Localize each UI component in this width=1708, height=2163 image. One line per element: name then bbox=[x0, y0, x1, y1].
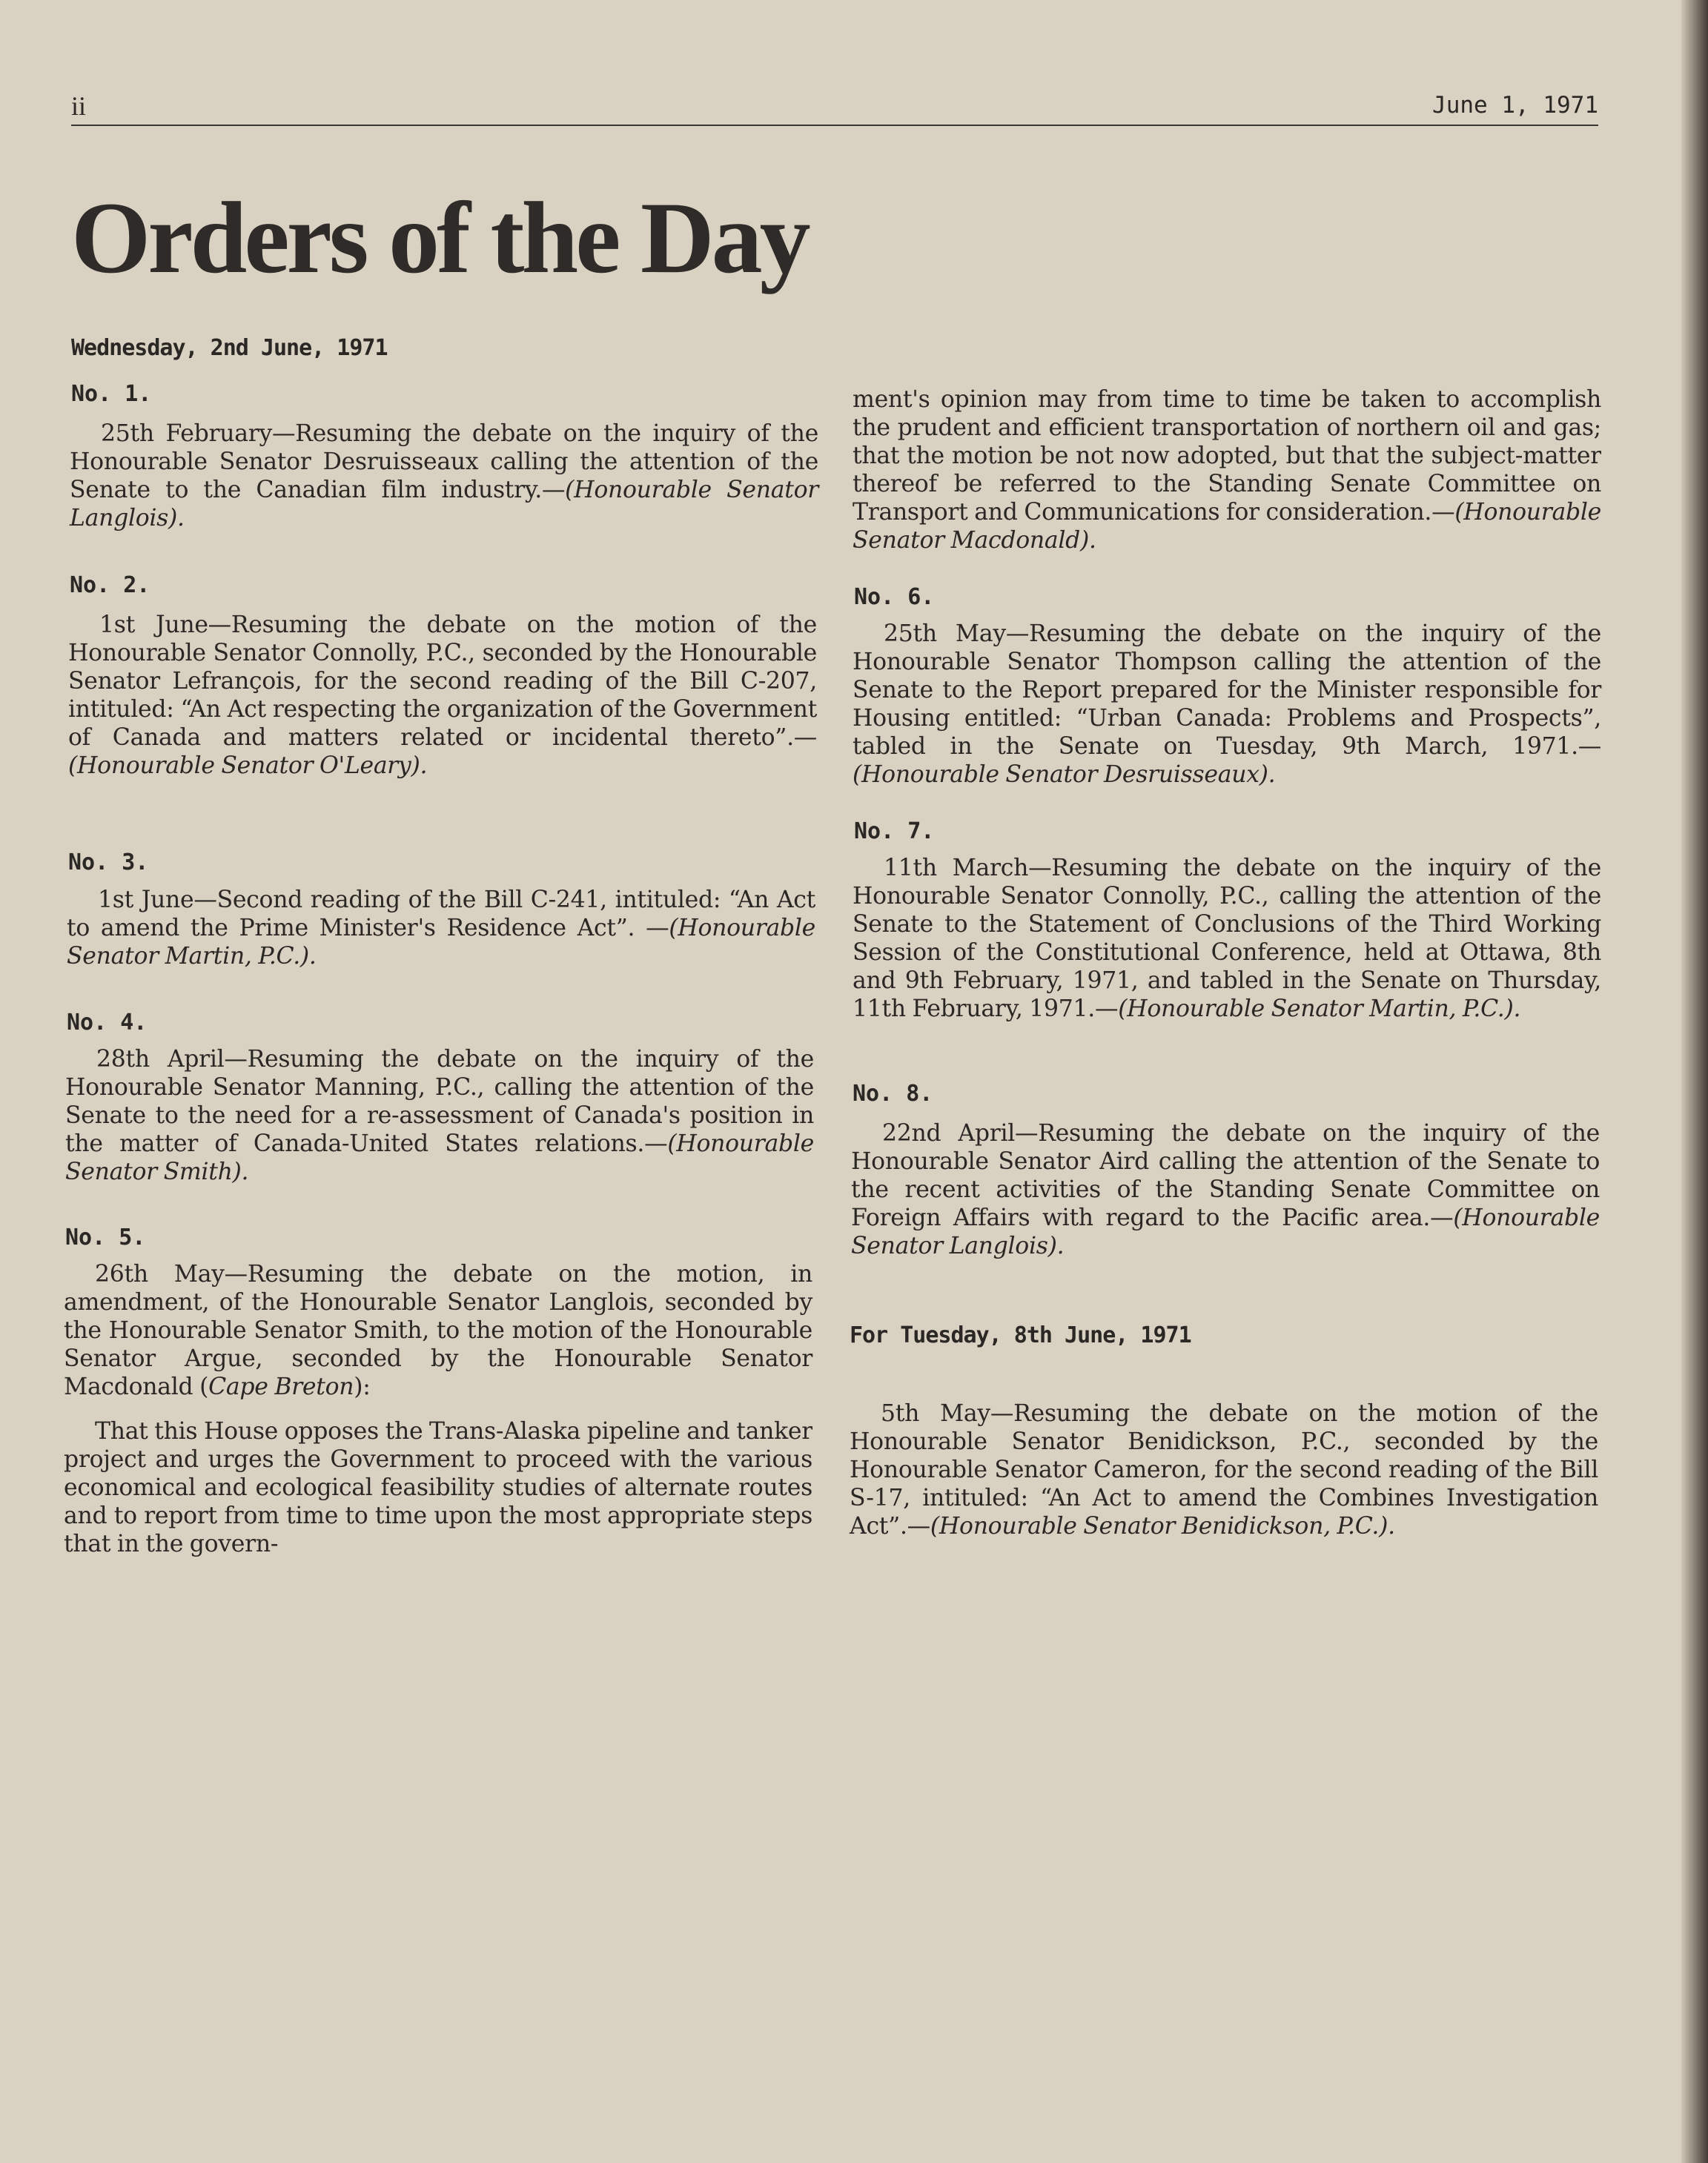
item-text-5 bbox=[64, 1260, 812, 1401]
item-text-9 bbox=[850, 1400, 1598, 1540]
item-text-2 bbox=[68, 611, 817, 780]
item-body-5-end: ): bbox=[354, 1374, 371, 1400]
item-text-3 bbox=[67, 886, 815, 970]
item-body-4: 28th April—Resuming the debate on the inquiry of the Honourable Senator Manning, P.C., calling the attention of the Senate to the need for a re-assessment of Canada's position in the matter of Canada-United States relations.— bbox=[65, 1046, 814, 1157]
item-number-4: No. 4. bbox=[67, 1010, 148, 1036]
item-body-7: 11th March—Resuming the debate on the inquiry of the Honourable Senator Connolly, P.C., calling the attention of the Senate to the Statement of Conclusions of the Third Working Session of the Constitutional Conference, held at Ottawa, 8th and 9th February, 1971, and tabled in the Senate on Thursday, 11th February, 1971.— bbox=[853, 855, 1601, 1022]
page-title: Orders of the Day bbox=[71, 181, 808, 294]
item-body-8: 22nd April—Resuming the debate on the inquiry of the Honourable Senator Aird calling the attention of the Senate to the recent activities of the Standing Senate Committee on Foreign Affairs with regard to the Pacific area.— bbox=[851, 1120, 1600, 1231]
page-header bbox=[71, 87, 1598, 126]
item-text-7 bbox=[853, 854, 1601, 1023]
page-edge-shadow bbox=[1681, 0, 1708, 2163]
item-text-4 bbox=[65, 1045, 814, 1186]
item-body-2: 1st June—Resuming the debate on the motion of the Honourable Senator Connolly, P.C., seconded by the Honourable Senator Lefrançois, for the second reading of the Bill C-207, intituled: “An Act respecting the organization of the Government of Canada and matters related or incidental thereto”.— bbox=[68, 612, 817, 751]
item-body-6: 25th May—Resuming the debate on the inquiry of the Honourable Senator Thompson calling the attention of the Senate to the Report prepared for the Minister responsible for Housing entitled: “Urban Canada: Problems and Prospects”, tabled in the Senate on Tuesday, 9th March, 1971.— bbox=[853, 620, 1601, 760]
item-motion-5-part2 bbox=[853, 385, 1601, 554]
item-number-7: No. 7. bbox=[854, 818, 935, 844]
item-text-1 bbox=[70, 420, 818, 532]
item-motion-5-continued: ment's opinion may from time to time be taken to accomplish the prudent and efficient transportation of northern oil and gas; that the motion be not now adopted, but that the subject-matter thereof be referred to the Standing Senate Committee on Transport and Communications for consideration.— bbox=[853, 386, 1601, 526]
item-sponsor-5: (Honourable Senator Macdonald). bbox=[853, 499, 1601, 554]
item-body-1: 25th February—Resuming the debate on the inquiry of the Honourable Senator Desruisseaux calling the attention of the Senate to the Canadian film industry.— bbox=[70, 420, 818, 503]
item-sponsor-6: (Honourable Senator Desruisseaux). bbox=[853, 761, 1276, 788]
item-number-2: No. 2. bbox=[70, 572, 150, 598]
item-text-6 bbox=[853, 620, 1601, 789]
item-body-9: 5th May—Resuming the debate on the motion of the Honourable Senator Benidickson, P.C., seconded by the Honourable Senator Cameron, for the second reading of the Bill S-17, intituled: “An Act to amend the Combines Investigation Act”.— bbox=[850, 1400, 1598, 1540]
item-number-3: No. 3. bbox=[68, 849, 149, 875]
item-sponsor-9: (Honourable Senator Benidickson, P.C.). bbox=[930, 1513, 1395, 1540]
item-body-5: 26th May—Resuming the debate on the motion, in amendment, of the Honourable Senator Langlois, seconded by the Honourable Senator Smith, to the motion of the Honourable Senator Argue, seconded by the Honourable Senator Macdonald ( bbox=[64, 1261, 812, 1400]
item-number-5: No. 5. bbox=[65, 1225, 146, 1251]
item-body-5-italic: Cape Breton bbox=[208, 1374, 354, 1400]
header-date: June 1, 1971 bbox=[1432, 92, 1598, 119]
item-sponsor-7: (Honourable Senator Martin, P.C.). bbox=[1118, 996, 1521, 1022]
item-sponsor-8: (Honourable Senator Langlois). bbox=[851, 1205, 1600, 1259]
item-sponsor-2: (Honourable Senator O'Leary). bbox=[68, 752, 428, 779]
section-date-tuesday: For Tuesday, 8th June, 1971 bbox=[850, 1322, 1191, 1348]
item-body-3: 1st June—Second reading of the Bill C-241, intituled: “An Act to amend the Prime Minister's Residence Act”. — bbox=[67, 887, 815, 941]
item-sponsor-4: (Honourable Senator Smith). bbox=[65, 1130, 814, 1185]
item-text-8 bbox=[851, 1119, 1600, 1260]
item-number-1: No. 1. bbox=[71, 381, 152, 407]
item-number-6: No. 6. bbox=[854, 584, 935, 610]
item-sponsor-3: (Honourable Senator Martin, P.C.). bbox=[67, 915, 815, 970]
item-motion-5-part1 bbox=[64, 1417, 812, 1558]
section-date-wednesday: Wednesday, 2nd June, 1971 bbox=[71, 335, 388, 361]
item-sponsor-1: (Honourable Senator Langlois). bbox=[70, 477, 819, 531]
item-number-8: No. 8. bbox=[853, 1081, 933, 1107]
item-motion-5: That this House opposes the Trans-Alaska pipeline and tanker project and urges the Government to proceed with the various economical and ecological feasibility studies of alternate routes and to report from time to time upon the most appropriate steps that in the govern- bbox=[64, 1418, 812, 1557]
page-number: ii bbox=[71, 91, 87, 121]
